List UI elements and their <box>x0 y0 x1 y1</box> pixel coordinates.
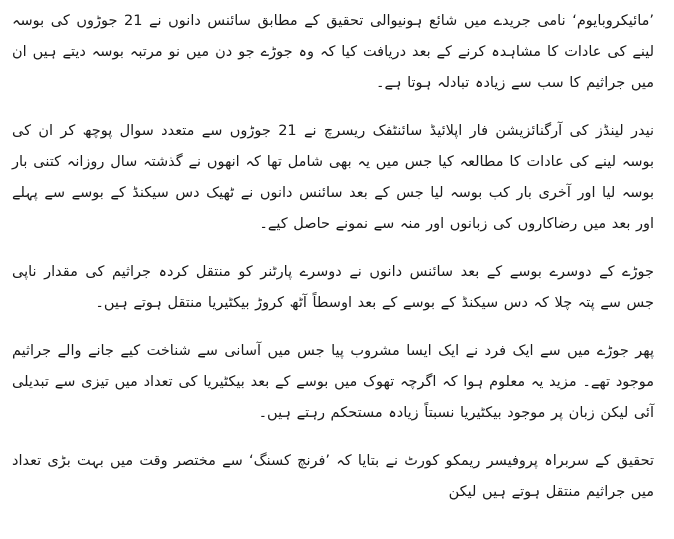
article-paragraph-4: پھر جوڑے میں سے ایک فرد نے ایک ایسا مشروب پیا جس میں آسانی سے شناخت کیے جانے والے جراثیم موجود تھے۔ مزید یہ معلوم ہوا کہ اگرچہ تھوک میں بوسے کے بعد بیکٹیریا کی تعداد میں تیزی سے تبدیلی آئی لیکن زبان پر موجود بیکٹیریا نسبتاً زیادہ مستحکم رہتے ہیں۔ <box>12 343 654 421</box>
article-paragraph-5: تحقیق کے سربراہ پروفیسر ریمکو کورٹ نے بتایا کہ ’فرنچ کسنگ‘ سے مختصر وقت میں بہت بڑی تعداد میں جراثیم منتقل ہوتے ہیں لیکن <box>12 453 654 500</box>
article-paragraph-3: جوڑے کے دوسرے بوسے کے بعد سائنس دانوں نے دوسرے پارٹنر کو منتقل کردہ جراثیم کی مقدار ناپی جس سے پتہ چلا کہ دس سیکنڈ کے بوسے کے بعد اوسطاً آٹھ کروڑ بیکٹیریا منتقل ہوتے ہیں۔ <box>12 264 654 311</box>
article-paragraph-2: نیدر لینڈز کی آرگنائزیشن فار اپلائیڈ سائنٹفک ریسرچ نے 21 جوڑوں سے متعدد سوال پوچھ کر ان کی بوسہ لینے کی عادات کا مطالعہ کیا جس میں یہ بھی شامل تھا کہ انھوں نے گذشتہ سال روزانہ کتنی بار بوسہ لیا اور آخری بار کب بوسہ لیا جس کے بعد سائنس دانوں نے ٹھیک دس سیکنڈ کے بوسے سے پہلے اور بعد میں رضاکاروں کی زبانوں اور منہ سے نمونے حاصل کیے۔ <box>12 123 655 232</box>
article-paragraph-1: ’مائیکروبایوم‘ نامی جریدے میں شائع ہونیوالی تحقیق کے مطابق سائنس دانوں نے 21 جوڑوں کی بوسہ لینے کی عادات کا مشاہدہ کرنے کے بعد دریافت کیا کہ وہ جوڑے جو دن میں نو مرتبہ بوسہ دیتے ہیں ان میں جراثیم کا سب سے زیادہ تبادلہ ہوتا ہے۔ <box>12 13 654 91</box>
